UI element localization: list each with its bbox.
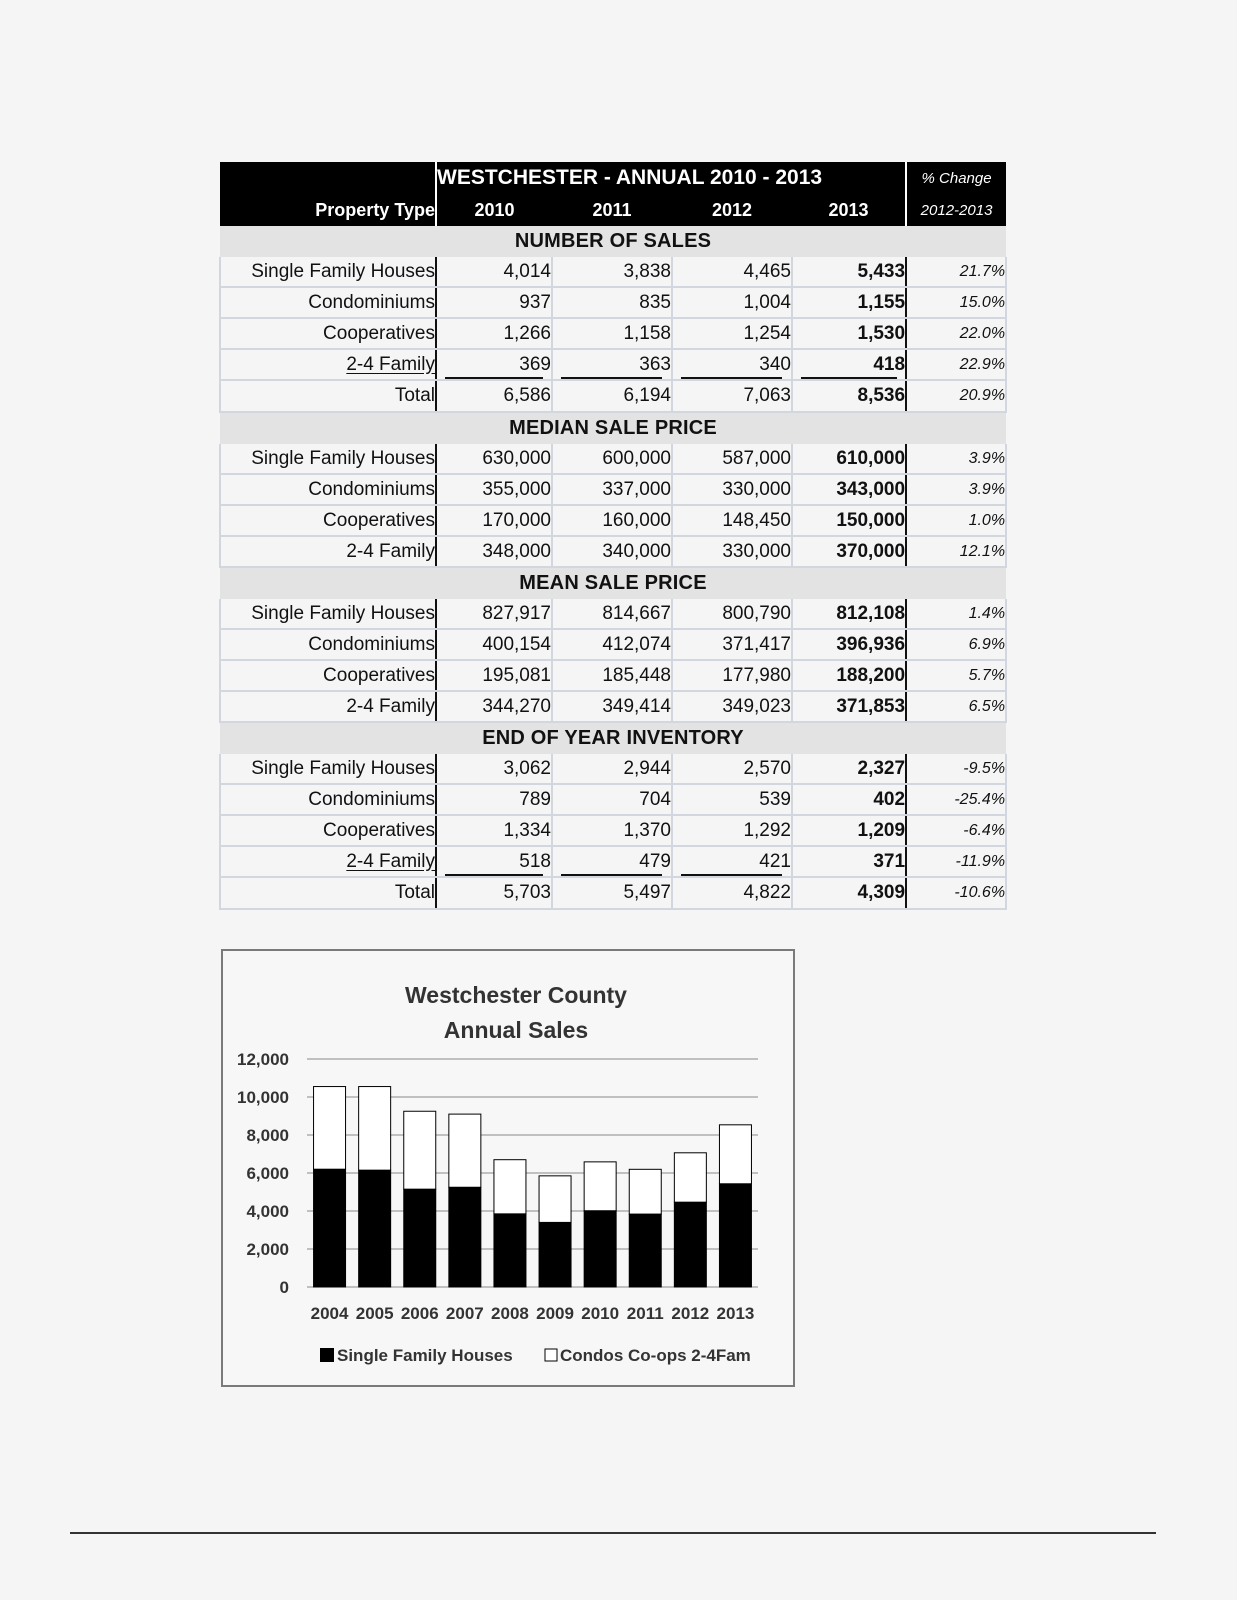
cell-2010: 827,917 <box>436 599 552 629</box>
cell-2013: 418 <box>792 349 906 380</box>
row-label: Single Family Houses <box>220 599 436 629</box>
row-label: Cooperatives <box>220 505 436 536</box>
annual-sales-chart <box>221 949 795 1387</box>
table-row <box>220 754 1006 784</box>
cell-2011: 160,000 <box>552 505 672 536</box>
cell-pct-change: 1.4% <box>906 599 1006 629</box>
cell-2011: 1,158 <box>552 318 672 349</box>
cell-2010: 630,000 <box>436 444 552 474</box>
row-label: Single Family Houses <box>220 444 436 474</box>
cell-2013: 8,536 <box>792 380 906 412</box>
cell-2012: 2,570 <box>672 754 792 784</box>
table-row <box>220 349 1006 380</box>
cell-2013: 343,000 <box>792 474 906 505</box>
row-label: Cooperatives <box>220 815 436 846</box>
cell-2012: 1,004 <box>672 287 792 318</box>
cell-2010: 6,586 <box>436 380 552 412</box>
cell-2012: 1,292 <box>672 815 792 846</box>
cell-2011: 835 <box>552 287 672 318</box>
table-row <box>220 474 1006 505</box>
bar-single-family <box>449 1187 481 1287</box>
cell-pct-change: 20.9% <box>906 380 1006 412</box>
cell-2011: 704 <box>552 784 672 815</box>
cell-pct-change: 6.9% <box>906 629 1006 660</box>
cell-2010: 3,062 <box>436 754 552 784</box>
section-header-row <box>220 722 1006 754</box>
cell-2011: 1,370 <box>552 815 672 846</box>
table-row <box>220 599 1006 629</box>
row-label: 2-4 Family <box>220 691 436 722</box>
x-tick-label: 2004 <box>310 1304 349 1323</box>
section-heading: MEDIAN SALE PRICE <box>220 412 1006 444</box>
bar-condos-coops <box>629 1169 661 1214</box>
cell-2010: 355,000 <box>436 474 552 505</box>
cell-2013: 150,000 <box>792 505 906 536</box>
bar-single-family <box>404 1189 436 1287</box>
cell-pct-change: 6.5% <box>906 691 1006 722</box>
cell-pct-change: 3.9% <box>906 474 1006 505</box>
row-label: Single Family Houses <box>220 754 436 784</box>
row-label: Condominiums <box>220 474 436 505</box>
cell-2011: 3,838 <box>552 257 672 287</box>
cell-2010: 400,154 <box>436 629 552 660</box>
cell-2013: 1,155 <box>792 287 906 318</box>
x-tick-label: 2010 <box>581 1304 620 1323</box>
cell-2010: 1,266 <box>436 318 552 349</box>
chart-title: Westchester County <box>405 982 627 1008</box>
x-tick-label: 2012 <box>671 1304 710 1323</box>
pct-change-header: % Change <box>906 162 1006 194</box>
cell-2012: 587,000 <box>672 444 792 474</box>
bar-condos-coops <box>404 1111 436 1189</box>
year-header: 2011 <box>552 194 672 226</box>
cell-pct-change: 21.7% <box>906 257 1006 287</box>
table-row <box>220 784 1006 815</box>
x-tick-label: 2006 <box>400 1304 439 1323</box>
cell-2012: 371,417 <box>672 629 792 660</box>
legend-label-single-family: Single Family Houses <box>337 1346 513 1365</box>
cell-2011: 363 <box>552 349 672 380</box>
cell-2012: 340 <box>672 349 792 380</box>
y-tick-label: 4,000 <box>246 1202 289 1221</box>
cell-pct-change: 22.0% <box>906 318 1006 349</box>
y-tick-label: 10,000 <box>237 1088 289 1107</box>
cell-pct-change: -11.9% <box>906 846 1006 877</box>
bar-condos-coops <box>494 1160 526 1214</box>
bar-condos-coops <box>359 1087 391 1171</box>
cell-2013: 4,309 <box>792 877 906 909</box>
bar-condos-coops <box>719 1125 751 1184</box>
cell-2012: 4,465 <box>672 257 792 287</box>
table-row <box>220 629 1006 660</box>
row-label: Total <box>220 877 436 909</box>
row-label: 2-4 Family <box>220 536 436 567</box>
bar-single-family <box>674 1202 706 1287</box>
cell-2011: 479 <box>552 846 672 877</box>
x-tick-label: 2005 <box>355 1304 394 1323</box>
y-tick-label: 8,000 <box>246 1126 289 1145</box>
table-header-row <box>220 194 1006 226</box>
bar-condos-coops <box>674 1153 706 1202</box>
cell-pct-change: 5.7% <box>906 660 1006 691</box>
row-label: Total <box>220 380 436 412</box>
cell-pct-change: -6.4% <box>906 815 1006 846</box>
cell-2012: 330,000 <box>672 474 792 505</box>
cell-pct-change: 12.1% <box>906 536 1006 567</box>
cell-2011: 814,667 <box>552 599 672 629</box>
section-header-row <box>220 567 1006 599</box>
cell-2013: 396,936 <box>792 629 906 660</box>
cell-2013: 402 <box>792 784 906 815</box>
table-title: WESTCHESTER - ANNUAL 2010 - 2013 <box>436 162 906 194</box>
table-row <box>220 444 1006 474</box>
section-heading: MEAN SALE PRICE <box>220 567 1006 599</box>
x-tick-label: 2008 <box>491 1304 529 1323</box>
section-header-row <box>220 226 1006 257</box>
cell-2010: 518 <box>436 846 552 877</box>
chart-legend <box>320 1346 751 1365</box>
cell-2011: 6,194 <box>552 380 672 412</box>
cell-2011: 337,000 <box>552 474 672 505</box>
year-header: 2013 <box>792 194 906 226</box>
row-label: Condominiums <box>220 287 436 318</box>
table-row <box>220 287 1006 318</box>
table-row <box>220 877 1006 909</box>
cell-2013: 5,433 <box>792 257 906 287</box>
section-header-row <box>220 412 1006 444</box>
row-label: Condominiums <box>220 784 436 815</box>
x-tick-label: 2009 <box>536 1304 574 1323</box>
legend-swatch-single-family <box>320 1348 334 1362</box>
bar-single-family <box>314 1169 346 1287</box>
cell-2010: 937 <box>436 287 552 318</box>
bar-single-family <box>629 1214 661 1287</box>
row-label: Single Family Houses <box>220 257 436 287</box>
x-tick-label: 2007 <box>445 1304 484 1323</box>
cell-2012: 4,822 <box>672 877 792 909</box>
footer-divider <box>70 1532 1156 1534</box>
legend-label-condos: Condos Co-ops 2-4Fam <box>560 1346 751 1365</box>
table-row <box>220 846 1006 877</box>
y-tick-label: 12,000 <box>237 1050 289 1069</box>
table-row <box>220 815 1006 846</box>
bar-single-family <box>359 1170 391 1287</box>
legend-swatch-condos <box>545 1349 557 1361</box>
cell-2013: 1,530 <box>792 318 906 349</box>
row-label: Cooperatives <box>220 318 436 349</box>
row-label: 2-4 Family <box>220 846 436 877</box>
y-tick-label: 6,000 <box>246 1164 289 1183</box>
x-tick-label: 2011 <box>626 1304 664 1323</box>
table-row <box>220 536 1006 567</box>
property-type-header: Property Type <box>220 194 436 226</box>
cell-2010: 369 <box>436 349 552 380</box>
cell-2013: 370,000 <box>792 536 906 567</box>
cell-2012: 539 <box>672 784 792 815</box>
cell-2010: 4,014 <box>436 257 552 287</box>
cell-2013: 371,853 <box>792 691 906 722</box>
bar-single-family <box>584 1211 616 1287</box>
bar-single-family <box>719 1184 751 1287</box>
cell-2012: 7,063 <box>672 380 792 412</box>
table-row <box>220 380 1006 412</box>
cell-2013: 812,108 <box>792 599 906 629</box>
cell-2010: 170,000 <box>436 505 552 536</box>
cell-2012: 421 <box>672 846 792 877</box>
section-heading: NUMBER OF SALES <box>220 226 1006 257</box>
chart-subtitle: Annual Sales <box>443 1017 589 1043</box>
cell-pct-change: 3.9% <box>906 444 1006 474</box>
cell-pct-change: 22.9% <box>906 349 1006 380</box>
table-row <box>220 660 1006 691</box>
cell-2013: 610,000 <box>792 444 906 474</box>
table-row <box>220 257 1006 287</box>
cell-2013: 371 <box>792 846 906 877</box>
x-tick-label: 2013 <box>716 1304 755 1323</box>
cell-pct-change: -25.4% <box>906 784 1006 815</box>
table-row <box>220 318 1006 349</box>
cell-2010: 195,081 <box>436 660 552 691</box>
bar-condos-coops <box>314 1087 346 1170</box>
cell-2011: 2,944 <box>552 754 672 784</box>
bar-single-family <box>494 1214 526 1287</box>
section-heading: END OF YEAR INVENTORY <box>220 722 1006 754</box>
y-tick-label: 0 <box>279 1278 289 1297</box>
cell-pct-change: -9.5% <box>906 754 1006 784</box>
cell-2010: 5,703 <box>436 877 552 909</box>
cell-2011: 600,000 <box>552 444 672 474</box>
cell-2010: 1,334 <box>436 815 552 846</box>
cell-2010: 344,270 <box>436 691 552 722</box>
row-label: 2-4 Family <box>220 349 436 380</box>
cell-pct-change: -10.6% <box>906 877 1006 909</box>
y-tick-label: 2,000 <box>246 1240 289 1259</box>
cell-2012: 1,254 <box>672 318 792 349</box>
bar-condos-coops <box>539 1176 571 1223</box>
cell-pct-change: 15.0% <box>906 287 1006 318</box>
cell-2013: 188,200 <box>792 660 906 691</box>
cell-2011: 349,414 <box>552 691 672 722</box>
pct-change-range: 2012-2013 <box>906 194 1006 226</box>
chart-canvas <box>223 951 793 1385</box>
cell-2012: 177,980 <box>672 660 792 691</box>
row-label: Cooperatives <box>220 660 436 691</box>
cell-pct-change: 1.0% <box>906 505 1006 536</box>
table-title-row <box>220 162 1006 194</box>
cell-2011: 412,074 <box>552 629 672 660</box>
cell-2012: 349,023 <box>672 691 792 722</box>
bar-condos-coops <box>584 1162 616 1211</box>
cell-2011: 185,448 <box>552 660 672 691</box>
cell-2010: 789 <box>436 784 552 815</box>
bar-condos-coops <box>449 1114 481 1187</box>
year-header: 2010 <box>436 194 552 226</box>
cell-2011: 340,000 <box>552 536 672 567</box>
row-label: Condominiums <box>220 629 436 660</box>
table-row <box>220 505 1006 536</box>
annual-stats-table <box>219 162 1007 910</box>
table-row <box>220 691 1006 722</box>
cell-2010: 348,000 <box>436 536 552 567</box>
year-header: 2012 <box>672 194 792 226</box>
bar-single-family <box>539 1222 571 1287</box>
cell-2013: 1,209 <box>792 815 906 846</box>
cell-2011: 5,497 <box>552 877 672 909</box>
cell-2013: 2,327 <box>792 754 906 784</box>
cell-2012: 330,000 <box>672 536 792 567</box>
cell-2012: 800,790 <box>672 599 792 629</box>
cell-2012: 148,450 <box>672 505 792 536</box>
